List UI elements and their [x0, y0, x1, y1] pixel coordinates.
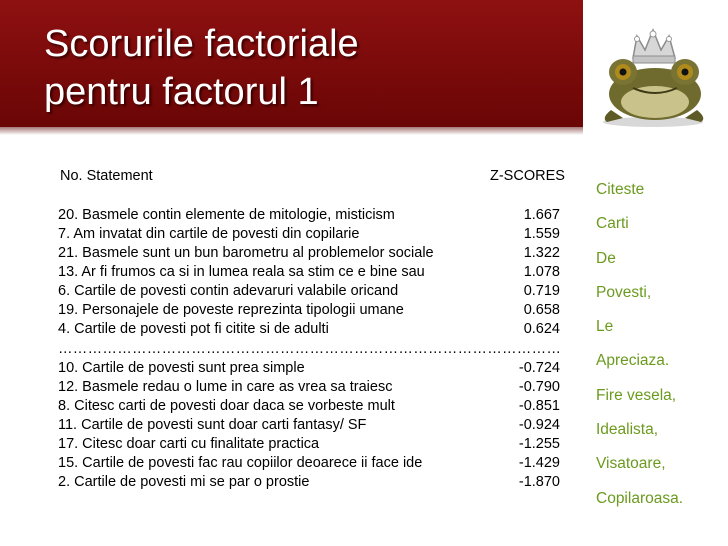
row-score: 1.559 — [523, 226, 560, 242]
row-statement: 15. Cartile de povesti fac rau copiilor deoarece ii face ide — [58, 455, 423, 471]
row-score: 0.719 — [523, 283, 560, 299]
row-score: 1.322 — [523, 245, 560, 261]
slide-title — [44, 20, 359, 116]
profile-word: Povesti, — [596, 283, 652, 301]
frog-prince-icon — [593, 6, 713, 128]
profile-description — [596, 179, 683, 522]
profile-word: Le — [596, 318, 614, 336]
row-score: 0.624 — [523, 321, 560, 337]
row-statement: 20. Basmele contin elemente de mitologie, misticism — [58, 207, 395, 223]
row-statement: 12. Basmele redau o lume in care as vrea sa traiesc — [58, 379, 393, 395]
profile-word: Fire vesela, — [596, 386, 677, 404]
banner-shadow — [0, 127, 583, 135]
row-statement: 13. Ar fi frumos ca si in lumea reala sa stim ce e bine sau — [58, 264, 425, 280]
title-line-1: Scorurile factoriale — [44, 23, 359, 65]
title-line-2: pentru factorul 1 — [44, 71, 319, 113]
row-score: -0.790 — [518, 379, 560, 395]
row-score: 1.667 — [523, 207, 560, 223]
row-score: 1.078 — [523, 264, 560, 280]
profile-word: Apreciaza. — [596, 352, 670, 370]
row-score: -1.429 — [518, 455, 560, 471]
row-score: -0.924 — [518, 417, 560, 433]
row-score: -0.851 — [518, 398, 560, 414]
row-statement: 8. Citesc carti de povesti doar daca se vorbeste mult — [58, 398, 395, 414]
profile-word: Citeste — [596, 181, 645, 198]
row-statement: 6. Cartile de povesti contin adevaruri valabile oricand — [58, 283, 399, 299]
row-score: -1.255 — [518, 436, 560, 452]
profile-word: Copilaroasa. — [596, 489, 684, 507]
row-score: -0.724 — [518, 360, 560, 376]
row-statement: 19. Personajele de poveste reprezinta tipologii umane — [58, 302, 404, 318]
row-statement: 17. Citesc doar carti cu finalitate practica — [58, 436, 320, 452]
header-z-scores: Z-SCORES — [490, 168, 565, 184]
profile-word: Carti — [596, 215, 629, 233]
row-statement: 11. Cartile de povesti sunt doar carti fantasy/ SF — [58, 417, 367, 433]
row-statement: 21. Basmele sunt un bun barometru al problemelor sociale — [58, 245, 434, 261]
profile-word: De — [596, 249, 616, 267]
row-statement: 7. Am invatat din cartile de povesti din copilarie — [58, 226, 360, 242]
header-statement: No. Statement — [60, 168, 153, 184]
profile-word: Visatoare, — [596, 455, 666, 473]
separator-dots: ………………………………………………………………………………………… — [58, 341, 562, 357]
row-statement: 4. Cartile de povesti pot fi citite si de adulti — [58, 321, 329, 337]
row-statement: 10. Cartile de povesti sunt prea simple — [58, 360, 305, 376]
row-score: -1.870 — [518, 474, 560, 490]
row-statement: 2. Cartile de povesti mi se par o prostie — [58, 474, 310, 490]
row-score: 0.658 — [523, 302, 560, 318]
profile-word: Idealista, — [596, 421, 659, 439]
